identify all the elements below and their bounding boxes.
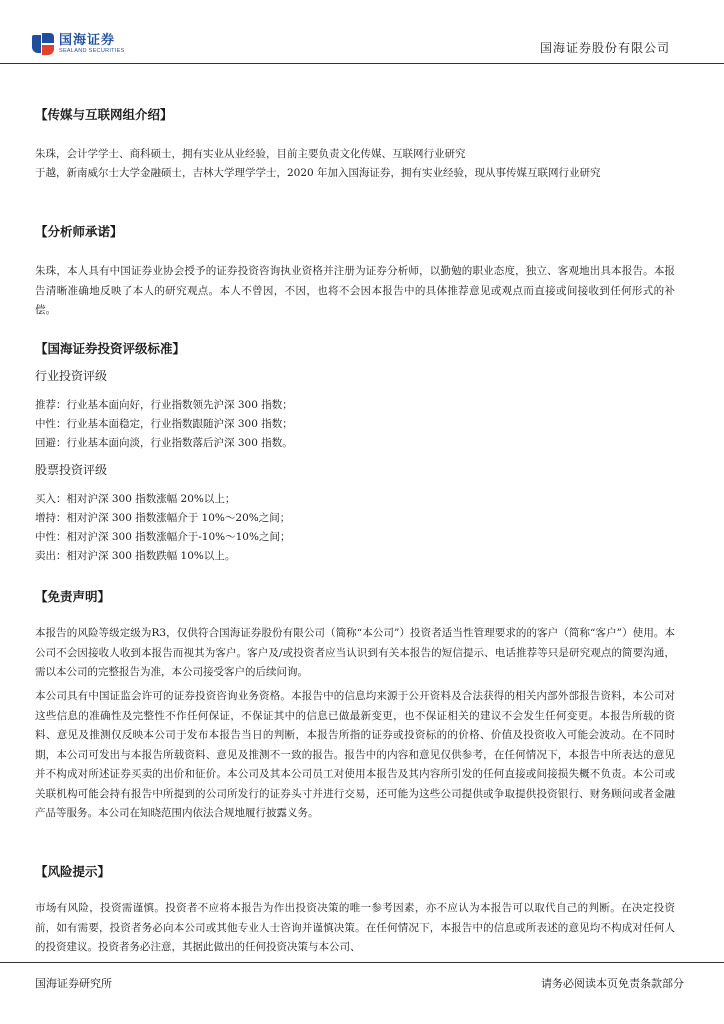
- industry-rating-item: 推荐：行业基本面向好，行业指数领先沪深 300 指数；: [35, 399, 293, 411]
- commitment-text: 朱珠，本人具有中国证券业协会授予的证券投资咨询执业资格并注册为证券分析师，以勤勉的职业态度，独立、客观地出具本报告。本报告清晰准确地反映了本人的研究观点。本人不曾因，不因，也将不会因本报告中的具体推荐意见或观点而直接或间接收到任何形式的补偿。: [35, 265, 675, 316]
- footer-divider: [0, 962, 724, 963]
- industry-rating-title: 行业投资评级: [35, 369, 108, 383]
- footer-disclaimer-note: 请务必阅读本页免责条款部分: [541, 977, 684, 990]
- team-member-2: 于越，新南威尔士大学金融硕士，吉林大学理学学士，2020 年加入国海证券，拥有实业经验，现从事传媒互联网行业研究: [35, 167, 601, 179]
- company-name: 国海证券股份有限公司: [539, 41, 670, 55]
- logo-mark-icon: [32, 33, 54, 55]
- team-member-1: 朱珠，会计学学士、商科硕士，拥有实业从业经验，目前主要负责文化传媒、互联网行业研究: [35, 148, 466, 160]
- industry-rating-item: 中性：行业基本面稳定，行业指数跟随沪深 300 指数；: [35, 418, 293, 430]
- header-divider: [0, 63, 724, 64]
- stock-rating-item: 卖出：相对沪深 300 指数跌幅 10%以上。: [35, 550, 236, 562]
- disclaimer-paragraph-1: 本报告的风险等级定级为R3，仅供符合国海证券股份有限公司（简称“本公司”）投资者适当性管理要求的的客户（简称“客户”）使用。本公司不会因接收人收到本报告而视其为客户。客户及/或投资者应当认识到有关本报告的短信提示、电话推荐等只是研究观点的简要沟通，需以本公司的完整报告为准，本公司接受客户的后续问询。: [35, 627, 675, 678]
- section-title-risk: 【风险提示】: [35, 864, 111, 879]
- risk-paragraph: 市场有风险，投资需谨慎。投资者不应将本报告为作出投资决策的唯一参考因素，亦不应认为本报告可以取代自己的判断。在决定投资前，如有需要，投资者务必向本公司或其他专业人士咨询并谨慎决策。在任何情况下，本报告中的信息或所表述的意见均不构成对任何人的投资建议。投资者务必注意，其据此做出的任何投资决策与本公司、: [35, 902, 675, 953]
- stock-rating-item: 增持：相对沪深 300 指数涨幅介于 10%～20%之间；: [35, 512, 291, 524]
- section-title-rating: 【国海证券投资评级标准】: [35, 341, 186, 356]
- industry-rating-item: 回避：行业基本面向淡，行业指数落后沪深 300 指数。: [35, 437, 293, 449]
- section-title-disclaimer: 【免责声明】: [35, 589, 111, 604]
- stock-rating-title: 股票投资评级: [35, 463, 108, 477]
- sealand-logo: [32, 31, 125, 57]
- logo-text-en: SEALAND SECURITIES: [59, 47, 125, 54]
- stock-rating-item: 买入：相对沪深 300 指数涨幅 20%以上；: [35, 493, 236, 505]
- disclaimer-paragraph-2: 本公司具有中国证监会许可的证券投资咨询业务资格。本报告中的信息均来源于公开资料及合法获得的相关内部外部报告资料，本公司对这些信息的准确性及完整性不作任何保证，不保证其中的信息已做最新变更，也不保证相关的建议不会发生任何变更。本报告所载的资料、意见及推测仅反映本公司于发布本报告当日的判断，本报告所指的证券或投资标的的价格、价值及投资收入可能会波动。在不同时期，本公司可发出与本报告所载资料、意见及推测不一致的报告。报告中的内容和意见仅供参考，在任何情况下，本报告中所表达的意见并不构成对所述证券买卖的出价和征价。本公司及其本公司员工对使用本报告及其内容所引发的任何直接或间接损失概不负责。本公司或关联机构可能会持有报告中所提到的公司所发行的证券头寸并进行交易，还可能为这些公司提供或争取提供投资银行、财务顾问或者金融产品等服务。本公司在知晓范围内依法合规地履行披露义务。: [35, 690, 675, 819]
- section-title-commitment: 【分析师承诺】: [35, 224, 123, 239]
- stock-rating-item: 中性：相对沪深 300 指数涨幅介于-10%～10%之间；: [35, 531, 291, 543]
- section-title-team: 【传媒与互联网组介绍】: [35, 107, 173, 122]
- footer-institute: 国海证券研究所: [35, 977, 112, 990]
- logo-text-cn: 国海证券: [59, 32, 116, 48]
